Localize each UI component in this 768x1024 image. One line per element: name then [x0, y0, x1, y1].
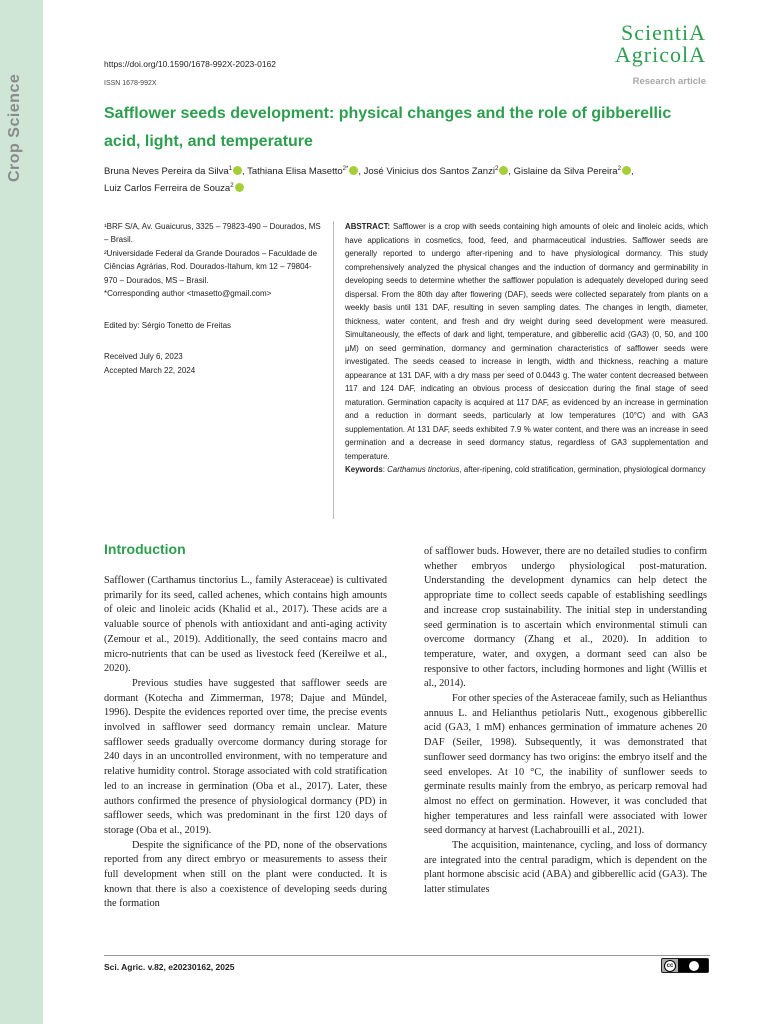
affiliation-2: ²Universidade Federal da Grande Dourados – Faculdade de Ciências Agrárias, Rod. Dourados-Itahum, km 12 – 79804-970 – Dourados, MS – Brasil.	[104, 248, 318, 285]
author-name: Luiz Carlos Ferreira de Souza	[104, 183, 231, 195]
abstract-label: ABSTRACT:	[345, 222, 391, 231]
author-affiliation-mark: 2	[617, 166, 621, 172]
affiliations	[104, 220, 324, 300]
orcid-icon[interactable]	[499, 166, 508, 175]
paragraph: The acquisition, maintenance, cycling, and loss of dormancy are integrated into the central paradigm, which is dependent on the plant hormone abscisic acid (ABA) and gibberellic acid (GA3). The latter stimulates	[424, 840, 707, 896]
abstract	[345, 220, 708, 477]
orcid-icon[interactable]	[622, 166, 631, 175]
orcid-icon[interactable]	[233, 166, 242, 175]
issn: ISSN 1678-992X	[104, 80, 157, 87]
paragraph: Safflower (Carthamus tinctorius L., family Asteraceae) is cultivated primarily for its seed, called achenes, which contains high amounts of oleic and linoleic acids (Khalid et al., 2017). These acids are a valuable source of phenols with antioxidant and anti-aging activity (Zemour et al., 2019). Additionally, the seed contains macro and micro-nutrients that can be used as livestock feed (Kereilwe et al., 2020).	[104, 575, 387, 675]
author-name: Bruna Neves Pereira da Silva	[104, 166, 229, 178]
edited-by: Edited by: Sérgio Tonetto de Freitas	[104, 321, 232, 330]
logo-line-1: ScientiA	[621, 20, 706, 45]
section-label: Crop Science	[6, 73, 23, 182]
cc-icon: cc	[664, 960, 676, 972]
keywords-list: , after-ripening, cold stratification, germination, physiological dormancy	[459, 465, 706, 474]
accepted-date: Accepted March 22, 2024	[104, 366, 196, 375]
author-affiliation-mark: 2	[230, 183, 234, 190]
author-name: José Vinicius dos Santos Zanzi	[363, 166, 495, 178]
paragraph: Despite the significance of the PD, none of the observations reported from any direct embryo or measurements to assess their full development when still on the plant were conducted. It is known that there is also a coexistence of developing seeds during the formation	[104, 839, 387, 910]
corresponding-author: *Corresponding author <tmasetto@gmail.com>	[104, 289, 272, 299]
text-column-left	[104, 574, 387, 912]
author-affiliation-mark: 1	[228, 166, 232, 172]
author-list: Bruna Neves Pereira da Silva$^1$ , Tathiana Elisa Masetto$^{2*}$ , José Vinicius dos Santos Zanzi$^2$ , Gislaine da Silva Pereira$^2$ , Luiz Carlos Ferreira de Souza$^2$	[104, 166, 634, 195]
author-affiliation-mark: 2	[494, 166, 499, 172]
paragraph: of safflower buds. However, there are no detailed studies to confirm whether embryos undergo physiological post-maturation. Understanding the development dynamics can help detect the appropriate time to collect seeds capable of establishing seedlings and increase crop sustainability. The initial step in understanding seed germination is to ascertain which environmental stimuli can overcome dormancy (Zhang et al., 2020). In addition to temperature, water, and oxygen, a dormant seed can also be responsive to other factors, including hormones and light (Willis et al., 2014).	[424, 546, 707, 690]
article-type: Research article	[632, 76, 706, 87]
paragraph: For other species of the Asteraceae family, such as Helianthus annuus L. and Helianthus petiolaris Nutt., exogenous gibberellic acid (GA3, 1 mM) enhances germination of immature achenes 20 DAF (Seiler, 1998). Subsequently, it was demonstrated that sunflower seed dormancy has two origins: the embryo itself and the seed envelopes. At 10 °C, the inability of sunflower seeds to germinate results mainly from the embryo, as pericarp removal had almost no effect on germination. However, it was concluded that higher temperatures and less rainfall were associated with lower seed dormancy at harvest (Lachabrouilli et al., 2021).	[424, 693, 707, 837]
author-name: Gislaine da Silva Pereira	[513, 166, 618, 178]
journal-logo	[615, 22, 706, 66]
doi-link[interactable]: https://doi.org/10.1590/1678-992X-2023-0162	[104, 59, 277, 69]
text-column-right	[424, 545, 707, 898]
article-title: Safflower seeds development: physical changes and the role of gibberellic acid, light, and temperature	[104, 105, 672, 150]
logo-line-2: AgricolA	[614, 42, 706, 67]
article-dates	[104, 350, 195, 378]
author-name: Tathiana Elisa Masetto	[247, 166, 343, 178]
abstract-divider	[333, 221, 334, 519]
keywords-label: Keywords	[345, 465, 383, 474]
paragraph: Previous studies have suggested that safflower seeds are dormant (Kotecha and Zimmerman, 1978; Dajue and Mündel, 1996). Despite the evidences reported over time, the precise events involved in safflower seed dormancy remain unclear. Mature safflower seeds gradually overcome dormancy during storage for 240 days in an uncontrolled environment, with no temperature and relative humidity control. Storage associated with cold stratification led to an increase in germination (Oba et al., 2017). Later, these authors confirmed the presence of physiological dormancy (PD) in safflower seeds, which was predominant in the first 120 days of storage (Oba et al., 2019).	[104, 677, 387, 836]
abstract-text: Safflower is a crop with seeds containing high amounts of oleic and linoleic acids, which have applications in cosmetics, food, feed, and pharmaceutical industries. Safflower seeds are generally reported to undergo after-ripening and to have physiological dormancy. This study comprehensively analyzed the physical changes and the induction of dormancy and germinability in developing seeds to determine whether the safflower population is adequately developed during seed dispersal. From the 80th day after flowering (DAF), seeds were collected separately from plants on a weekly basis until 131 DAF, resulting in seven sampling dates. The changes in length, diameter, thickness, water content, and fresh and dry weight during seed development were measured. Simultaneously, the effects of dark and light, temperature, and gibberellic acid (GA3) (0, 50, and 100 µM) on seed germination, dormancy and germination characteristics of safflower seeds were investigated. The seeds ceased to increase in length, width and thickness, reaching a mature appearance at 131 DAF, with a dry mass per seed of 0.0443 g. The water content decreased between 117 and 124 DAF, indicating an obvious process of desiccation during the final stage of seed maturation. Germination capacity is acquired at 117 DAF, as evidenced by an increase in germination and a reduction in dormant seeds, particularly at low temperatures (10°C) and with GA3 supplementation. At 131 DAF, seeds exhibited 7.9 % water content, and there was an increase in seed germination and a decrease in seed dormancy status, regardless of GA3 supplementation and temperature.	[345, 222, 708, 461]
orcid-icon[interactable]	[349, 166, 358, 175]
keywords: Keywords: Carthamus tinctorius, after-ripening, cold stratification, germination, physiological dormancy	[345, 465, 706, 474]
cc-by-icon[interactable]	[661, 958, 709, 973]
orcid-icon[interactable]	[235, 183, 244, 192]
author-affiliation-mark: 2*	[342, 166, 349, 172]
section-heading: Introduction	[104, 541, 186, 557]
footer-citation: Sci. Agric. v.82, e20230162, 2025	[104, 962, 235, 972]
sidebar-band	[0, 0, 43, 1024]
by-icon	[688, 960, 700, 972]
keywords-species: Carthamus tinctorius	[387, 465, 460, 474]
received-date: Received July 6, 2023	[104, 352, 183, 361]
footer-divider	[104, 955, 710, 956]
affiliation-1: ¹BRF S/A, Av. Guaicurus, 3325 – 79823-490 – Dourados, MS – Brasil.	[104, 222, 321, 245]
